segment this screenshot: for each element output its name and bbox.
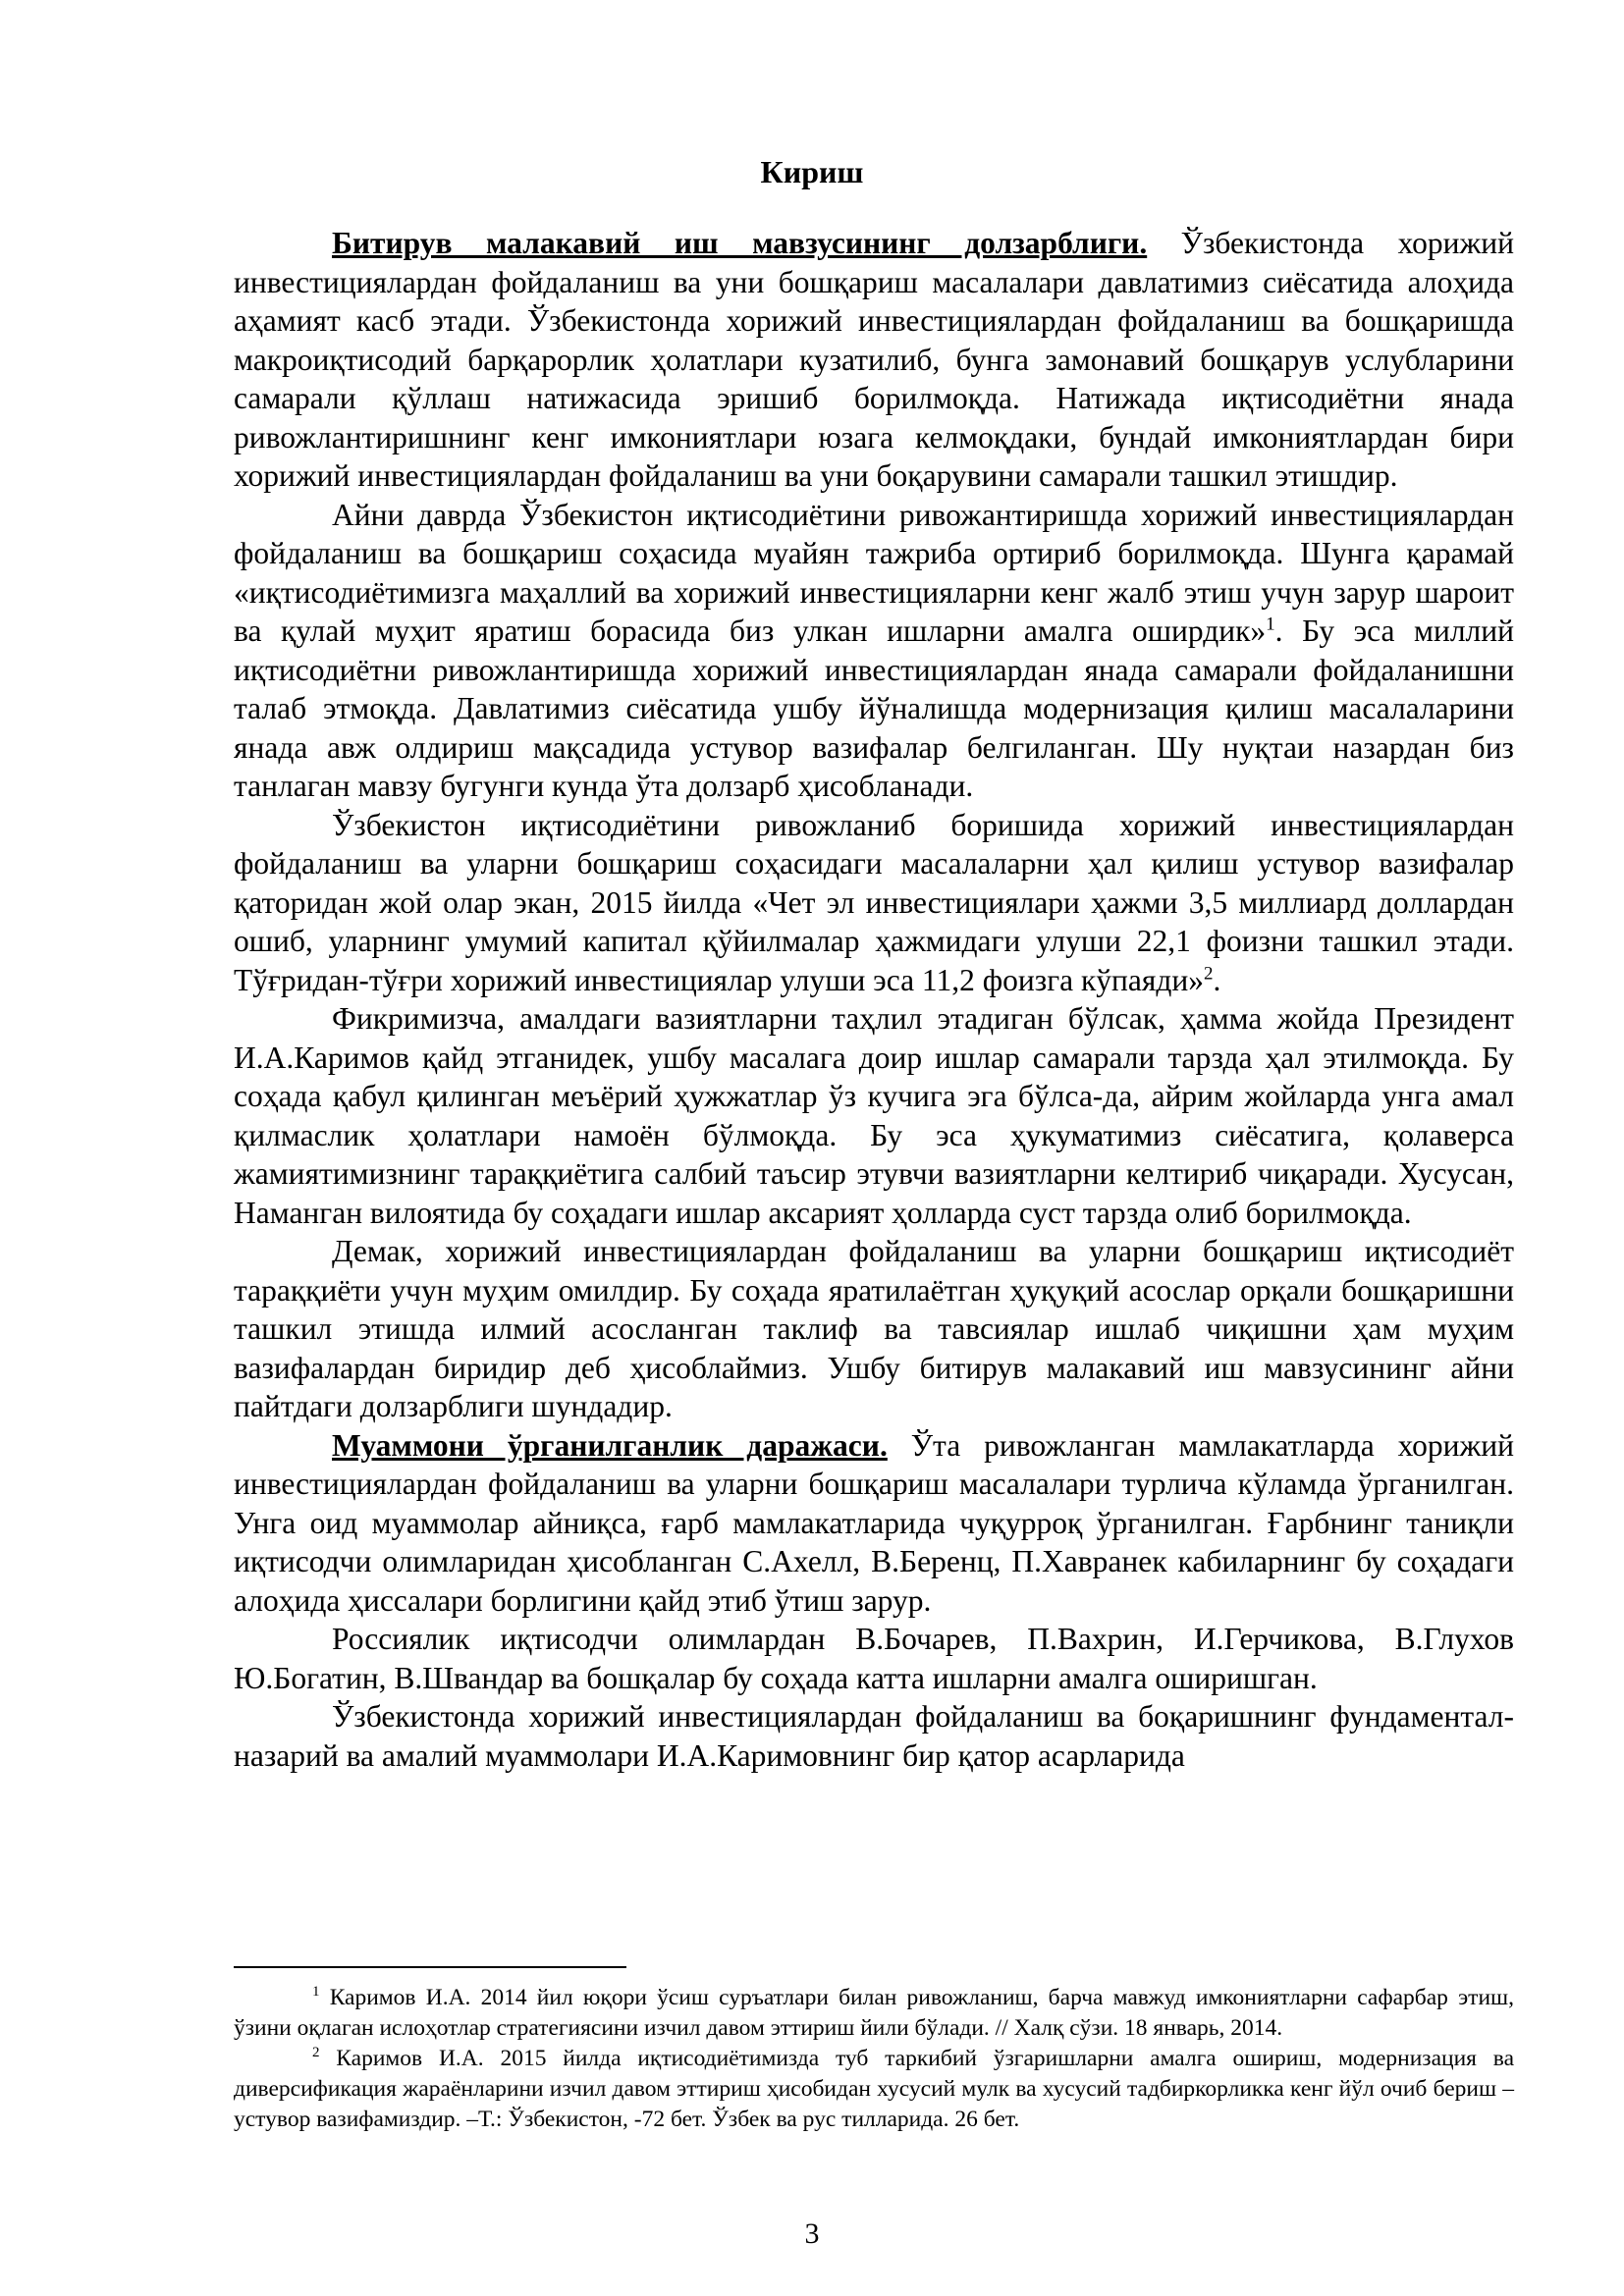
paragraph-experience	[234, 496, 1514, 806]
paragraph-text: Ўта ривожланган мамлакатларда хорижий инвестициялардан фойдаланиш ва уларни бошқариш масалалари турлича кўламда ўрганилган. Унга оид муаммолар айниқса, ғарб мамлакатларида чуқурроқ ўрганилган. Ғарбнинг таниқли иқтисодчи олимларидан ҳисобланган С.Ахелл, В.Беренц, П.Хавранек кабиларнинг бу соҳадаги алоҳида ҳиссалари борлигини қайд этиб ўтиш зарур.	[234, 1427, 1515, 1618]
paragraph-text: .	[1213, 962, 1221, 997]
paragraph-relevance	[234, 224, 1514, 496]
footnote-text: Каримов И.А. 2015 йилда иқтисодиётимизда туб таркибий ўзгаришларни амалга ошириш, модернизация ва диверсификация жараёнларини изчил давом эттириш ҳисобидан хусусий мулк ва хусусий тадбиркорликка кенг йўл очиб бериш – устувор вазифамиздир. –Т.: Ўзбекистон, -72 бет. Ўзбек ва рус тилларида. 26 бет.	[234, 2046, 1514, 2132]
section-heading-relevance: Битирув малакавий иш мавзусининг долзарблиги.	[332, 226, 1148, 260]
paragraph-study-level	[234, 1426, 1514, 1621]
page-title: Кириш	[760, 154, 864, 189]
paragraph-investment-volume	[234, 806, 1514, 1000]
paragraph-text: Айни даврда Ўзбекистон иқтисодиётини ривожантиришда хорижий инвестициялардан фойдаланиш ва бошқариш соҳасида муайян тажриба ортириб борилмоқда. Шунга қарамай «иқтисодиётимизга маҳаллий ва хорижий инвестицияларни кенг жалб этиш учун зарур шароит ва қулай муҳит яратиш борасида биз улкан ишларни амалга оширдик»	[234, 497, 1514, 648]
footnote-marker: 2	[312, 2045, 320, 2061]
footnote-1	[234, 1983, 1514, 2044]
footnotes	[234, 1983, 1514, 2135]
footnote-ref-2[interactable]: 2	[1204, 963, 1214, 984]
paragraph-conclusion: Демак, хорижий инвестициялардан фойдаланиш ва уларни бошқариш иқтисодиёт тараққиёти учун муҳим омилдир. Бу соҳада яратилаётган ҳуқуқий асослар орқали бошқаришни ташкил этишда илмий асосланган таклиф ва тавсиялар ишлаб чиқишни ҳам муҳим вазифалардан биридир деб ҳисоблаймиз. Ушбу битирув малакавий иш мавзусининг айни пайтдаги долзарблиги шундадир.	[234, 1234, 1514, 1423]
section-heading-study-level: Муаммони ўрганилганлик даражаси.	[332, 1427, 888, 1463]
body-text	[234, 224, 1514, 1775]
footnote-text: Каримов И.А. 2014 йил юқори ўсиш суръатлари билан ривожланиш, барча мавжуд имкониятларни сафарбар этиш, ўзини оқлаган ислоҳотлар стратегиясини изчил давом эттириш йили бўлади. // Халқ сўзи. 18 январь, 2014.	[234, 1985, 1514, 2041]
paragraph-russian-scholars: Россиялик иқтисодчи олимлардан В.Бочарев, П.Вахрин, И.Герчикова, В.Глухов Ю.Богатин, В.Швандар ва бошқалар бу соҳада катта ишларни амалга оширишган.	[234, 1622, 1514, 1695]
footnote-ref-1[interactable]: 1	[1266, 614, 1275, 635]
paragraph-analysis: Фикримизча, амалдаги вазиятларни таҳлил этадиган бўлсак, ҳамма жойда Президент И.А.Каримов қайд этганидек, ушбу масалага доир ишлар самарали тарзда ҳал этилмоқда. Бу соҳада қабул қилинган меъёрий ҳужжатлар ўз кучига эга бўлса-да, айрим жойларда унга амал қилмаслик ҳолатлари намоён бўлмоқда. Бу эса ҳукуматимиз сиёсатига, қолаверса жамиятимизнинг тараққиётига салбий таъсир этувчи вазиятларни келтириб чиқаради. Хусусан, Наманган вилоятида бу соҳадаги ишлар аксарият ҳолларда суст тарзда олиб борилмоқда.	[234, 1001, 1514, 1230]
footnote-separator	[234, 1966, 626, 1968]
footnote-marker: 1	[312, 1984, 320, 2001]
paragraph-text: Ўзбекистонда хорижий инвестициялардан фойдаланиш ва уни бошқариш масалалари давлатимиз сиёсатида алоҳида аҳамият касб этади. Ўзбекистонда хорижий инвестициялардан фойдаланиш ва бошқаришда макроиқтисодий барқарорлик ҳолатлари кузатилиб, бунга замонавий бошқарув услубларини самарали қўллаш натижасида эришиб борилмоқда. Натижада иқтисодиётни янада ривожлантиришнинг кенг имкониятлари юзага келмоқдаки, бундай имкониятлардан бири хорижий инвестициялардан фойдаланиш ва уни боқарувини самарали ташкил этишдир.	[234, 226, 1514, 493]
paragraph-text: Ўзбекистон иқтисодиётини ривожланиб боришида хорижий инвестициялардан фойдаланиш ва уларни бошқариш соҳасидаги масалаларни ҳал қилиш устувор вазифалар қаторидан жой олар экан, 2015 йилда «Чет эл инвестициялари ҳажми 3,5 миллиард доллардан ошиб, уларнинг умумий капитал қўйилмалар ҳажмидаги улуши 22,1 фоизни ташкил этади. Тўғридан-тўғри хорижий инвестициялар улуши эса 11,2 фоизга кўпаяди»	[234, 807, 1514, 997]
footnote-2	[234, 2044, 1514, 2135]
paragraph-text: . Бу эса миллий иқтисодиётни ривожлантиришда хорижий инвестициялардан янада самарали фойдаланишни талаб этмоқда. Давлатимиз сиёсатида ушбу йўналишда модернизация қилиш масалаларини янада авж олдириш мақсадида устувор вазифалар белгиланган. Шу нуқтаи назардан биз танлаган мавзу бугунги кунда ўта долзарб ҳисобланади.	[234, 614, 1514, 803]
page-number: 3	[804, 2217, 820, 2250]
paragraph-uzbek-research: Ўзбекистонда хорижий инвестициялардан фойдаланиш ва боқаришнинг фундаментал-назарий ва амалий муаммолари И.А.Каримовнинг бир қатор асарларида	[234, 1699, 1514, 1773]
